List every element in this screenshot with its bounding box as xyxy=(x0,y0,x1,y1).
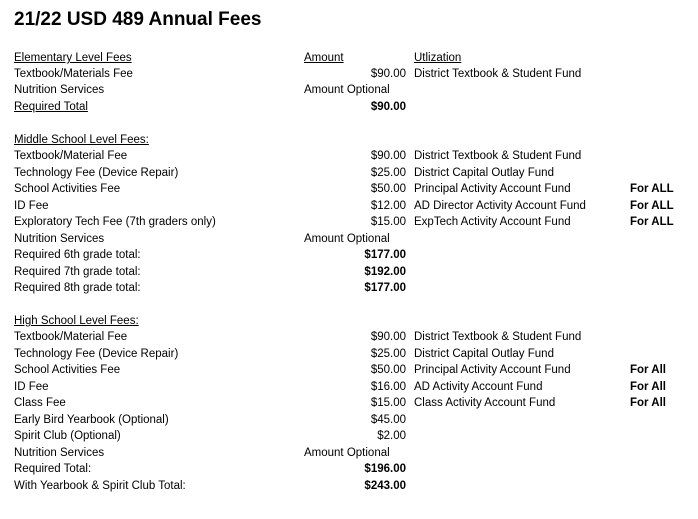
fee-row xyxy=(0,198,698,214)
section-heading-row xyxy=(0,313,698,329)
total-label: Required Total xyxy=(14,101,88,113)
fee-amount: $45.00 xyxy=(370,414,406,426)
fee-fund: District Capital Outlay Fund xyxy=(414,348,554,360)
section-heading-row xyxy=(0,132,698,148)
total-label: Required Total: xyxy=(14,463,92,475)
total-amount: $192.00 xyxy=(364,266,406,278)
fee-row xyxy=(0,412,698,428)
fee-row xyxy=(0,82,698,98)
fee-label: School Activities Fee xyxy=(14,364,121,376)
fee-note: For All xyxy=(630,397,666,409)
fee-label: ID Fee xyxy=(14,381,49,393)
fee-note: For ALL xyxy=(630,216,674,228)
total-amount: $177.00 xyxy=(364,249,406,261)
fee-fund: District Textbook & Student Fund xyxy=(414,150,582,162)
amount-column-header: Amount xyxy=(304,52,344,64)
fee-row xyxy=(0,165,698,181)
fee-row xyxy=(0,329,698,345)
fee-amount: $50.00 xyxy=(370,183,406,195)
fee-row xyxy=(0,395,698,411)
total-row xyxy=(0,264,698,280)
fee-row xyxy=(0,66,698,82)
fee-label: Class Fee xyxy=(14,397,66,409)
total-label: Required 6th grade total: xyxy=(14,249,141,261)
fee-amount: $90.00 xyxy=(370,331,406,343)
total-label: Required 7th grade total: xyxy=(14,266,141,278)
total-row xyxy=(0,99,698,115)
fee-fund: District Textbook & Student Fund xyxy=(414,331,582,343)
fee-amount: $90.00 xyxy=(370,150,406,162)
fee-row xyxy=(0,214,698,230)
middle-school-heading: Middle School Level Fees: xyxy=(14,134,149,146)
total-label: Required 8th grade total: xyxy=(14,282,141,294)
fee-amount: $25.00 xyxy=(370,167,406,179)
fee-row xyxy=(0,445,698,461)
fee-amount: $15.00 xyxy=(370,216,406,228)
fee-fund: Class Activity Account Fund xyxy=(414,397,556,409)
fee-label: Textbook/Materials Fee xyxy=(14,68,133,80)
fee-note: For All xyxy=(630,381,666,393)
total-row xyxy=(0,280,698,296)
fee-label: Textbook/Material Fee xyxy=(14,150,128,162)
column-header-row xyxy=(0,50,698,66)
fee-amount: Amount Optional xyxy=(304,84,390,96)
fee-row xyxy=(0,346,698,362)
fee-row xyxy=(0,362,698,378)
fee-amount: $25.00 xyxy=(370,348,406,360)
fee-note: For ALL xyxy=(630,200,674,212)
fee-fund: District Capital Outlay Fund xyxy=(414,167,554,179)
fee-label: Technology Fee (Device Repair) xyxy=(14,348,179,360)
utilization-column-header: Utlization xyxy=(414,52,462,64)
fee-amount: $50.00 xyxy=(370,364,406,376)
total-amount: $243.00 xyxy=(364,480,406,492)
fee-label: Nutrition Services xyxy=(14,447,105,459)
total-amount: $90.00 xyxy=(370,101,406,113)
fee-label: School Activities Fee xyxy=(14,183,121,195)
fee-fund: Principal Activity Account Fund xyxy=(414,364,571,376)
fee-row xyxy=(0,181,698,197)
fee-row xyxy=(0,231,698,247)
fee-label: Early Bird Yearbook (Optional) xyxy=(14,414,169,426)
total-row xyxy=(0,478,698,494)
fee-fund: Principal Activity Account Fund xyxy=(414,183,571,195)
total-amount: $177.00 xyxy=(364,282,406,294)
fee-label: ID Fee xyxy=(14,200,49,212)
total-label: With Yearbook & Spirit Club Total: xyxy=(14,480,186,492)
fee-fund: District Textbook & Student Fund xyxy=(414,68,582,80)
fee-amount: $16.00 xyxy=(370,381,406,393)
fee-note: For ALL xyxy=(630,183,674,195)
fee-fund: AD Activity Account Fund xyxy=(414,381,543,393)
fee-row xyxy=(0,428,698,444)
total-amount: $196.00 xyxy=(364,463,406,475)
fee-label: Nutrition Services xyxy=(14,233,105,245)
total-row xyxy=(0,461,698,477)
fee-fund: ExpTech Activity Account Fund xyxy=(414,216,571,228)
fee-fund: AD Director Activity Account Fund xyxy=(414,200,586,212)
fee-amount: $90.00 xyxy=(370,68,406,80)
fee-label: Exploratory Tech Fee (7th graders only) xyxy=(14,216,216,228)
fee-amount: $15.00 xyxy=(370,397,406,409)
fee-label: Spirit Club (Optional) xyxy=(14,430,121,442)
fee-note: For All xyxy=(630,364,666,376)
elementary-heading: Elementary Level Fees xyxy=(14,52,132,64)
fee-label: Textbook/Material Fee xyxy=(14,331,128,343)
fee-label: Nutrition Services xyxy=(14,84,105,96)
fee-row xyxy=(0,148,698,164)
fee-amount: $2.00 xyxy=(377,430,406,442)
total-row xyxy=(0,247,698,263)
fee-amount: Amount Optional xyxy=(304,447,390,459)
fee-row xyxy=(0,379,698,395)
fee-amount: Amount Optional xyxy=(304,233,390,245)
page-title: 21/22 USD 489 Annual Fees xyxy=(14,9,262,30)
high-school-heading: High School Level Fees: xyxy=(14,315,139,327)
fee-amount: $12.00 xyxy=(370,200,406,212)
fee-label: Technology Fee (Device Repair) xyxy=(14,167,179,179)
